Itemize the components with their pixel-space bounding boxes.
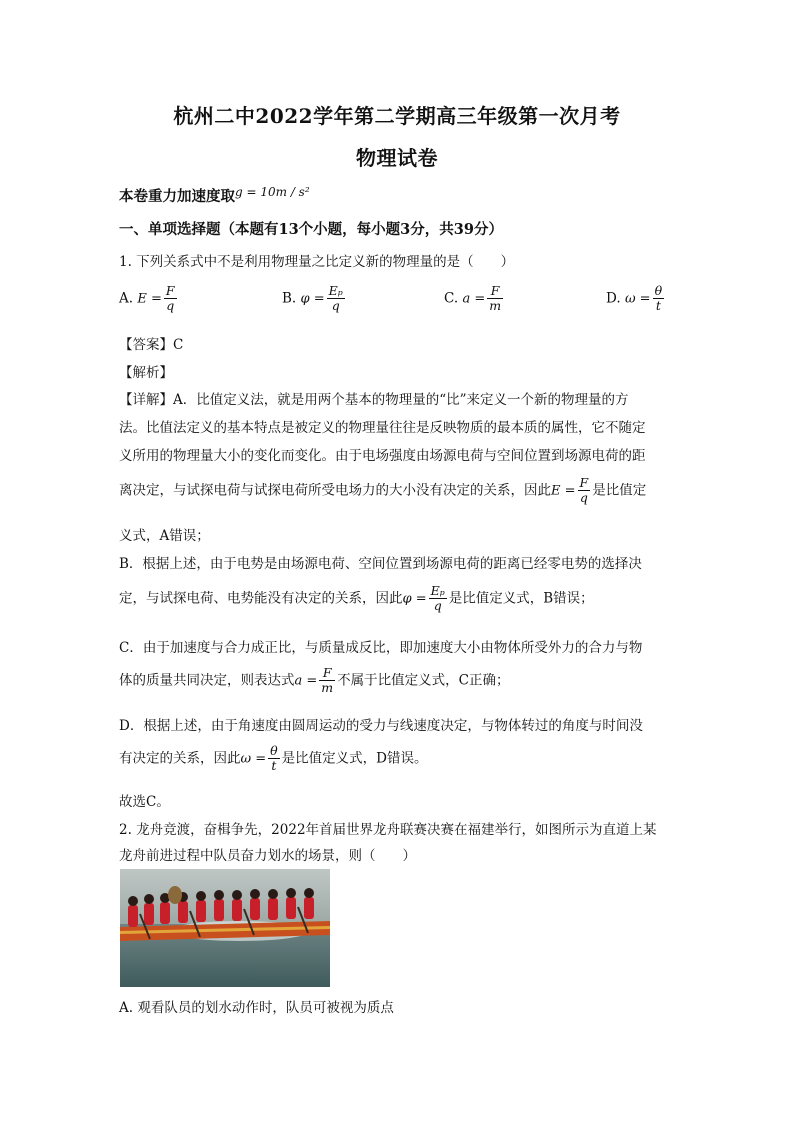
numerator: θ	[270, 743, 278, 758]
section-header: 一、单项选择题（本题有13个小题，每小题3分，共39分）	[119, 221, 503, 238]
option-a	[119, 284, 179, 314]
answer-value: C	[173, 337, 184, 353]
detail-tag: 【详解】	[119, 392, 173, 408]
explanation-text: 是比值定	[592, 482, 647, 499]
exam-title: 杭州二中2022学年第二学期高三年级第一次月考	[173, 104, 621, 128]
formula-lhs: a =	[294, 673, 318, 689]
explanation-line: 义式，A错误；	[119, 528, 210, 544]
fraction	[327, 284, 345, 314]
fraction	[429, 584, 447, 614]
gravity-value: g = 10m / s²	[235, 185, 310, 199]
fraction	[164, 284, 177, 314]
explanation-line	[119, 476, 646, 506]
explanation-line	[119, 584, 594, 614]
explanation-text: 有决定的关系，因此	[119, 750, 241, 767]
explanation-text: 离决定，与试探电荷与试探电荷所受电场力的大小没有决定的关系，因此	[119, 482, 551, 499]
formula-lhs: E =	[551, 483, 576, 499]
option-label: B.	[282, 290, 297, 307]
denominator: q	[433, 598, 442, 614]
analysis-tag: 【解析】	[119, 365, 173, 381]
numerator: Eₚ	[328, 283, 343, 298]
numerator: F	[165, 283, 175, 298]
formula-lhs: a =	[462, 291, 486, 307]
explanation-line: D．根据上述，由于角速度由圆周运动的受力与线速度决定，与物体转过的角度与时间没	[119, 718, 643, 734]
fraction	[653, 284, 665, 314]
option-c	[444, 284, 505, 314]
formula-lhs: ω =	[624, 291, 651, 307]
numerator: F	[319, 666, 335, 681]
denominator: t	[655, 298, 661, 314]
explanation-line	[119, 388, 629, 408]
explanation-text: 是比值定义式，D错误。	[281, 750, 428, 767]
explanation-text: A．比值定义法，就是用两个基本的物理量的“比”来定义一个新的物理量的方	[173, 392, 629, 408]
explanation-text: 不属于比值定义式，C正确；	[337, 672, 510, 689]
gravity-note-text: 本卷重力加速度取	[119, 188, 235, 205]
answer-tag: 【答案】	[119, 337, 173, 353]
explanation-line: 法。比值法定义的基本特点是被定义的物理量往往是反映物质的最本质的属性，它不随定	[119, 420, 646, 436]
question-2-stem-cont: 龙舟前进过程中队员奋力划水的场景，则（ ）	[119, 848, 416, 864]
numerator: Eₚ	[430, 583, 445, 598]
numerator: F	[579, 475, 589, 490]
fraction	[268, 744, 280, 774]
numerator: θ	[654, 283, 663, 298]
conclusion-line: 故选C。	[119, 794, 170, 810]
dragon-boat-photo	[120, 869, 330, 987]
question-2-stem: 2. 龙舟竞渡，奋楫争先，2022年首届世界龙舟联赛决赛在福建举行，如图所示为直道上某	[119, 822, 657, 838]
option-label: D.	[606, 290, 621, 307]
denominator: m	[489, 298, 502, 314]
explanation-line: B．根据上述，由于电势是由场源电荷、空间位置到场源电荷的距离已经零电势的选择决	[119, 556, 642, 572]
fraction	[319, 666, 335, 696]
explanation-line: 义所用的物理量大小的变化而变化。由于电场强度由场源电荷与空间位置到场源电荷的距	[119, 448, 646, 464]
answer-line	[119, 333, 183, 353]
gravity-note	[119, 185, 310, 206]
formula-lhs: φ =	[300, 291, 325, 307]
formula-lhs: φ =	[402, 591, 427, 607]
denominator: q	[166, 298, 175, 314]
explanation-text: 体的质量共同决定，则表达式	[119, 672, 295, 689]
question-1-stem: 1. 下列关系式中不是利用物理量之比定义新的物理量的是（ ）	[119, 254, 515, 270]
explanation-text: 是比值定义式，B错误；	[448, 590, 594, 607]
denominator: t	[271, 758, 277, 774]
option-d	[606, 284, 666, 314]
explanation-text: 定，与试探电荷、电势能没有决定的关系，因此	[119, 590, 403, 607]
explanation-line: C．由于加速度与合力成正比，与质量成反比，即加速度大小由物体所受外力的合力与物	[119, 640, 643, 656]
numerator: F	[487, 284, 503, 299]
option-label: A.	[119, 290, 134, 307]
fraction	[487, 284, 503, 314]
option-b	[282, 284, 347, 314]
exam-subtitle: 物理试卷	[356, 146, 438, 170]
question-2-option-a: A. 观看队员的划水动作时，队员可被视为质点	[119, 1000, 394, 1016]
formula-lhs: E =	[137, 291, 162, 307]
denominator: m	[321, 680, 334, 696]
explanation-line	[119, 666, 509, 696]
denominator: q	[331, 298, 340, 314]
fraction	[578, 476, 591, 506]
explanation-line	[119, 744, 428, 774]
denominator: q	[579, 490, 588, 506]
option-label: C.	[444, 290, 459, 307]
formula-lhs: ω =	[240, 751, 267, 767]
